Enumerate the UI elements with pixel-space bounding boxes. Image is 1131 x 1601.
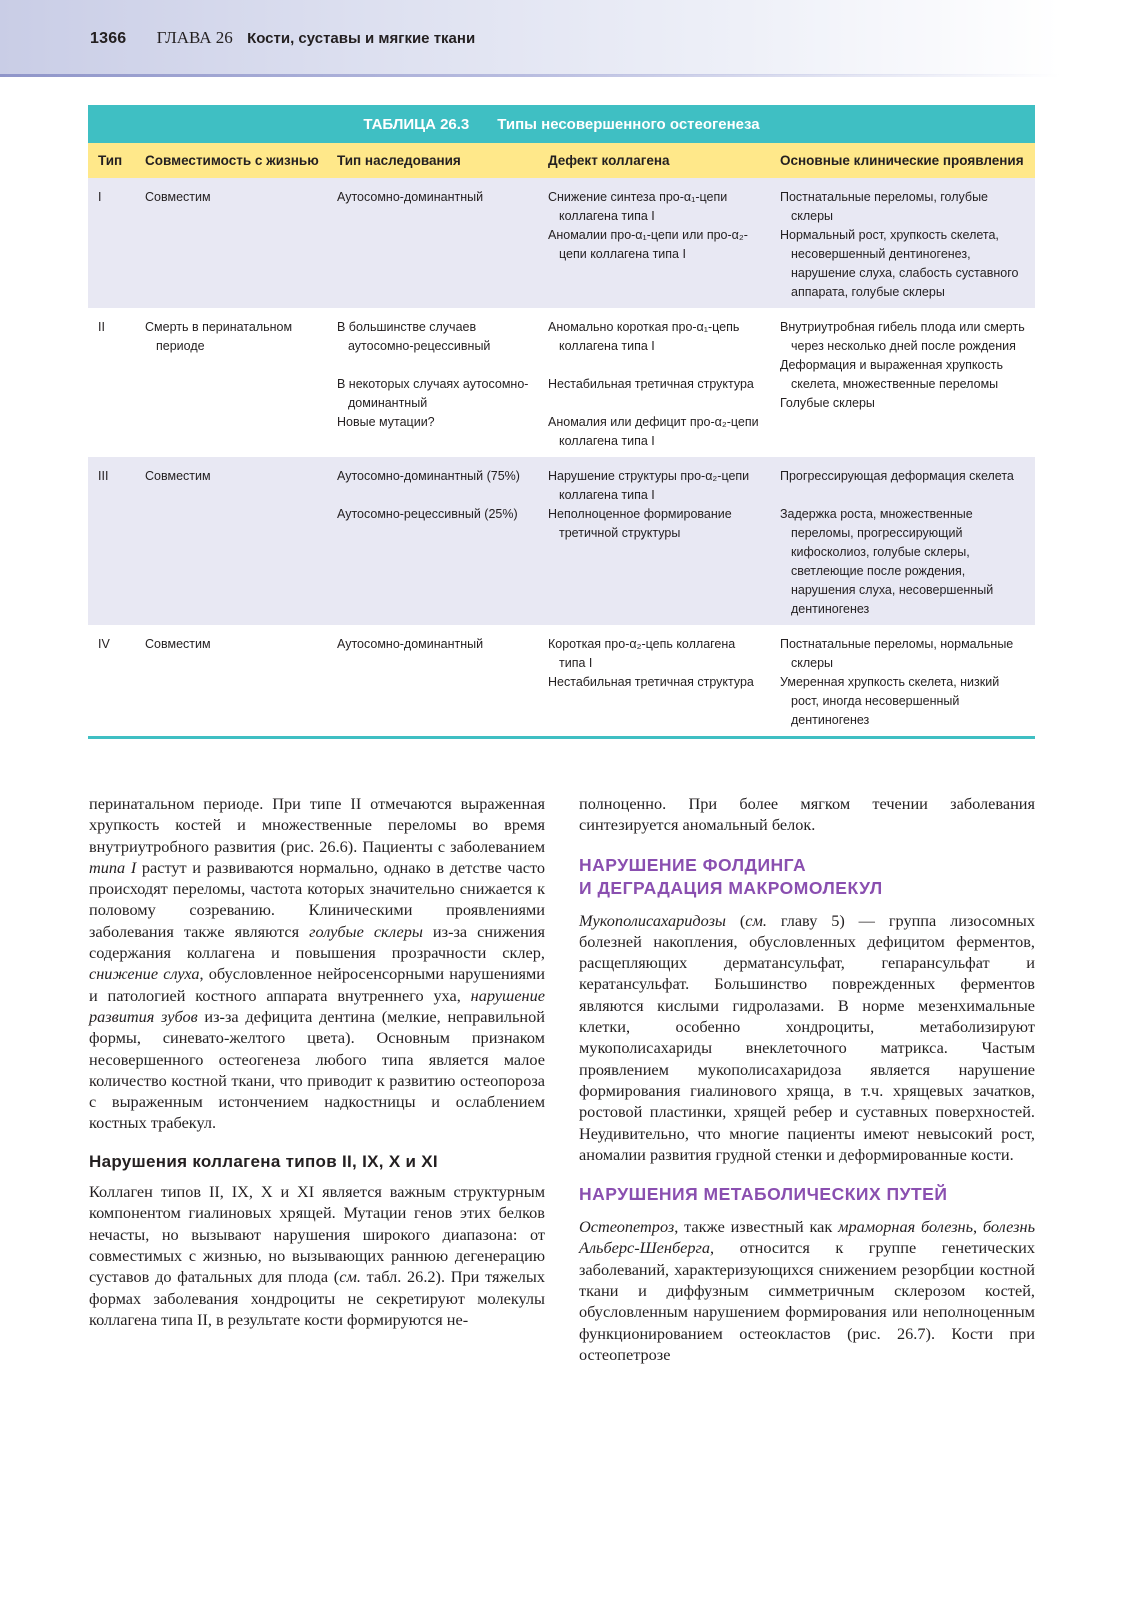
cell-inheritance [327, 457, 538, 625]
cell-clinical [770, 178, 1035, 308]
cell-viability [135, 178, 327, 308]
cell-line: Аутосомно-рецессивный (25%) [337, 507, 518, 521]
section-heading [579, 854, 1035, 900]
cell-defect [538, 625, 770, 736]
cell-line: В большинстве случаев аутосомно-рецессивный [337, 320, 491, 353]
body-paragraph [579, 910, 1035, 1166]
body-paragraph [89, 793, 545, 1134]
cell-clinical [770, 308, 1035, 457]
body-paragraph [89, 1181, 545, 1330]
italic-term: Остеопетроз [579, 1217, 675, 1237]
table-row [88, 308, 1035, 457]
cell-type: IV [88, 625, 135, 736]
cell-line: Аномалии про-α₁-цепи или про-α₂-цепи коллагена типа I [548, 228, 748, 261]
text-run: , относится к группе генетических заболеваний, характеризующихся снижением резорбции костной ткани и диффузным симметричным склерозом костей, обусловленным нарушением формирования или неполноценным функционированием остеокластов (рис. 26.7). Кости при остеопетрозе [579, 1238, 1035, 1364]
cell-line: Аутосомно-доминантный [337, 637, 484, 651]
section-subheading: Нарушения коллагена типов II, IX, X и XI [89, 1151, 438, 1171]
text-run: растут и развиваются нормально, однако в детстве часто происходят переломы, частота которых значительно снижается к половому созреванию. Клиническими проявлениями заболевания также являются [89, 857, 546, 941]
cell-line: Умеренная хрупкость скелета, низкий рост, иногда несовершенный дентиногенез [780, 675, 1000, 727]
cell-line: Нестабильная третичная структура [548, 377, 754, 391]
cell-inheritance [327, 625, 538, 736]
text-run: , также известный как [674, 1217, 839, 1237]
cell-viability [135, 625, 327, 736]
cell-inheritance [327, 308, 538, 457]
text-run: главу 5) — группа лизосомных болезней накопления, обусловленных дефицитом ферментов, расщепляющих дерматансульфат, гепарансульфат и кератансульфат. Большинство поврежденных ферментов являются кислыми гидролазами. В норме мезенхимальные клетки, особенно хондроциты, метаболизируют мукополисахариды внеклеточного матрикса. Частым проявлением мукополисахаридоза является нарушение формирования гиалинового хряща, в т.ч. хрящевых зачатков, ростовой пластинки, хрящей ребер и суставных поверхностей. Неудивительно, что многие пациенты имеют невысокий рост, аномалии развития грудной стенки и деформированные кости. [579, 910, 1035, 1164]
cell-line: Аутосомно-доминантный (75%) [337, 469, 520, 483]
cell-line: Голубые склеры [780, 396, 875, 410]
italic-term: голубые склеры [309, 921, 423, 941]
italic-term: см. [745, 910, 767, 930]
cell-defect [538, 178, 770, 308]
heading-line: НАРУШЕНИЕ ФОЛДИНГА [579, 854, 807, 875]
cell-line: Деформация и выраженная хрупкость скелета, множественные переломы [780, 358, 1003, 391]
cell-line: Постнатальные переломы, нормальные склеры [780, 637, 1014, 670]
italic-term: болезнь Альберс-Шенберга [579, 1217, 1035, 1258]
table-title-bar [88, 105, 1035, 143]
cell-line: Внутриутробная гибель плода или смерть через несколько дней после рождения [780, 320, 1025, 353]
chapter-title: Кости, суставы и мягкие ткани [247, 30, 476, 47]
text-run: перинатальном периоде. При типе II отмечаются выраженная хрупкость костей и множественные переломы во время внутриутробного развития (рис. 26.6). Пациенты с заболеванием [89, 794, 545, 856]
body-paragraph [579, 1216, 1035, 1365]
column-header-viability: Совместимость с жизнью [135, 143, 327, 178]
text-run: табл. 26.2). При тяжелых формах заболевания хондроциты не секретируют молекулы коллагена типа II, в результате кости формируются не- [89, 1267, 545, 1329]
table-bottom-rule [88, 736, 1035, 739]
body-paragraph: полноценно. При более мягком течении заболевания синтезируется аномальный белок. [579, 794, 1035, 835]
italic-term: см. [339, 1267, 361, 1287]
table-row [88, 625, 1035, 736]
cell-line: Нестабильная третичная структура [548, 675, 754, 689]
table-row [88, 178, 1035, 308]
cell-clinical [770, 457, 1035, 625]
italic-term: снижение слуха [89, 964, 200, 984]
italic-term: нарушение развития зубов [89, 985, 545, 1026]
cell-viability [135, 308, 327, 457]
text-run: Коллаген типов II, IX, X и XI является важным структурным компонентом гиалиновых хрящей. Мутации генов этих белков нечасты, но вызывают нарушения широкого диапазона: от совместимых с жизнью, но вызывающих раннюю дегенерацию суставов до фатальных для плода ( [89, 1182, 545, 1287]
italic-term: типа I [89, 857, 137, 877]
cell-line: В некоторых случаях аутосомно-доминантный [337, 377, 529, 410]
table-header-row [88, 143, 1035, 178]
cell-line: Нормальный рост, хрупкость скелета, несовершенный дентиногенез, нарушение слуха, слабость суставного аппарата, голубые склеры [780, 228, 1019, 299]
table-label: ТАБЛИЦА 26.3 [363, 115, 470, 133]
cell-type: I [88, 178, 135, 308]
column-header-defect: Дефект коллагена [538, 143, 770, 178]
right-column [579, 793, 1035, 1365]
text-run: , [973, 1217, 983, 1237]
table-body [88, 143, 1035, 736]
page-number: 1366 [90, 30, 127, 47]
text-run: , обусловленное нейросенсорными нарушениями и патологией костного аппарата внутреннего уха, [89, 964, 545, 1005]
table-title: Типы несовершенного остеогенеза [497, 115, 760, 133]
column-header-type: Тип [88, 143, 135, 178]
cell-line: Аномалия или дефицит про-α₂-цепи коллагена типа I [548, 415, 759, 448]
left-column [89, 793, 545, 1330]
cell-line: Постнатальные переломы, голубые склеры [780, 190, 989, 223]
italic-term: Мукополисахаридозы [579, 910, 726, 930]
cell-defect [538, 308, 770, 457]
cell-line: Задержка роста, множественные переломы, прогрессирующий кифосколиоз, голубые склеры, светлеющие после рождения, нарушения слуха, несовершенный дентиногенез [780, 507, 994, 616]
osteogenesis-table [88, 105, 1035, 739]
cell-viability [135, 457, 327, 625]
cell-inheritance [327, 178, 538, 308]
cell-line: Совместим [145, 637, 211, 651]
cell-line: Аутосомно-доминантный [337, 190, 484, 204]
italic-term: мраморная болезнь [838, 1217, 974, 1237]
cell-line: Аномально короткая про-α₁-цепь коллагена типа I [548, 320, 740, 353]
cell-clinical [770, 625, 1035, 736]
cell-line: Нарушение структуры про-α₂-цепи коллагена типа I [548, 469, 750, 502]
heading-line: И ДЕГРАДАЦИЯ МАКРОМОЛЕКУЛ [579, 877, 883, 898]
text-run: ( [725, 910, 746, 930]
cell-line: Новые мутации? [337, 415, 435, 429]
cell-line: Неполноценное формирование третичной структуры [548, 507, 732, 540]
cell-line: Короткая про-α₂-цепь коллагена типа I [548, 637, 736, 670]
cell-line: Совместим [145, 190, 211, 204]
text-run: из-за дефицита дентина (мелкие, неправильной формы, синевато-желтого цвета). Основным признаком несовершенного остеогенеза любого типа является малое количество костной ткани, что приводит к развитию остеопороза с выраженным истончением надкостницы и ослаблением костных трабекул. [89, 1006, 545, 1133]
running-header [90, 28, 475, 48]
cell-line: Совместим [145, 469, 211, 483]
cell-defect [538, 457, 770, 625]
table-row [88, 457, 1035, 625]
column-header-inheritance: Тип наследования [327, 143, 538, 178]
column-header-clinical: Основные клинические проявления [770, 143, 1035, 178]
cell-line: Смерть в перинатальном периоде [145, 320, 293, 353]
cell-line: Прогрессирующая деформация скелета [780, 469, 1014, 483]
header-rule [0, 74, 1060, 77]
cell-type: III [88, 457, 135, 625]
chapter-label: ГЛАВА 26 [156, 28, 233, 47]
cell-type: II [88, 308, 135, 457]
section-heading: НАРУШЕНИЯ МЕТАБОЛИЧЕСКИХ ПУТЕЙ [579, 1184, 948, 1205]
cell-line: Снижение синтеза про-α₁-цепи коллагена типа I [548, 190, 728, 223]
text-run: из-за снижения содержания коллагена и повышения прозрачности склер, [89, 921, 545, 963]
